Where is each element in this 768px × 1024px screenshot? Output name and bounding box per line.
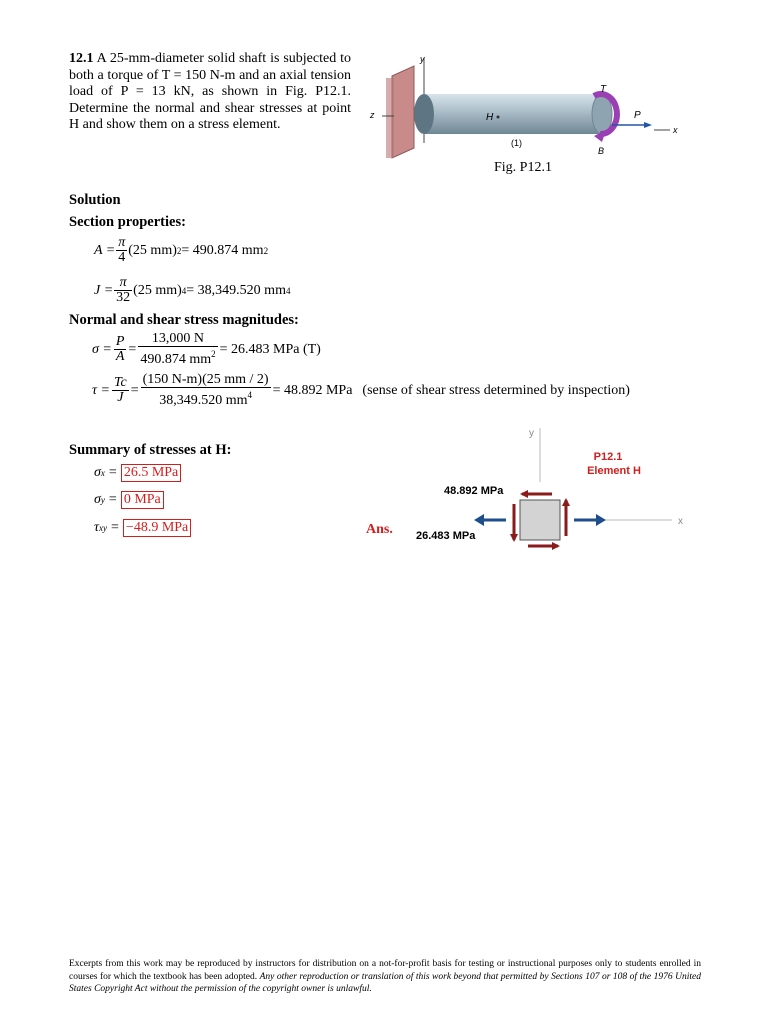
solution-title: Solution	[69, 192, 121, 208]
fig-member-label: (1)	[511, 138, 522, 148]
fig-T-label: T	[600, 84, 607, 95]
summary-sigma-y: σ y = 0 MPa	[94, 491, 164, 509]
shear-stress-equation: τ = $\frac{Tc}{J}$ = $\frac{(150 N-m)(25 mm / 2)}{38,349.520 mm^4}$ = 48.892 MPa (sense of shear stress determined by inspection)	[92, 372, 630, 408]
fig-y-label: y	[420, 54, 425, 64]
problem-number: 12.1	[69, 51, 94, 66]
fig-H-label: H	[486, 112, 494, 123]
normal-stress-equation: σ = $\frac{P}{A}$ = $\frac{13,000 N}{490.874 mm^2}$ = 26.483 MPa (T)	[92, 331, 321, 367]
shear-value-label: 48.892 MPa	[444, 485, 504, 497]
answer-label: Ans.	[366, 522, 393, 537]
figure-caption: Fig. P12.1	[494, 160, 552, 175]
fig-B-label: B	[598, 146, 605, 156]
fig-z-label: z	[370, 110, 375, 120]
element-y-label: y	[529, 428, 534, 439]
copyright-footer: Excerpts from this work may be reproduced by instructors for distribution on a not-for-profit basis for testing or instructional purposes only to students enrolled in courses for which the textbook has been adopted. Any other reproduction or translation of this work beyond that permitted by Sections 107 or 108 of the 1976 United States Copyright Act without the permission of the copyright owner is unlawful.	[69, 959, 701, 994]
area-equation: A = $\frac{\pi}{4}$ (25 mm) 2 = 490.874 mm 2	[94, 235, 269, 265]
shaft	[424, 94, 602, 134]
stress-element-figure	[410, 420, 700, 570]
summary-heading: Summary of stresses at H:	[69, 442, 232, 458]
summary-tau-xy: τ xy = −48.9 MPa	[94, 519, 191, 537]
element-x-label: x	[678, 516, 683, 527]
element-title-1: P12.1	[593, 451, 623, 463]
normal-value-label: 26.483 MPa	[416, 530, 476, 542]
section-heading: Section properties:	[69, 214, 186, 230]
summary-sigma-x: σ x = 26.5 MPa	[94, 464, 181, 482]
problem-text: A 25-mm-diameter solid shaft is subjected to both a torque of T = 150 N-m and an axial tension load of P = 13 kN, as shown in Fig. P12.1. Determine the normal and shear stresses at point H and show them on a stress element.	[69, 51, 352, 132]
stress-heading: Normal and shear stress magnitudes:	[69, 312, 299, 328]
stress-element-square	[520, 500, 560, 540]
polar-moment-equation: J = $\frac{\pi}{32}$ (25 mm) 4 = 38,349.520 mm 4	[94, 275, 291, 305]
fig-x-label: x	[673, 125, 678, 135]
element-title-2: Element H	[587, 465, 641, 477]
wall-support	[392, 66, 414, 158]
fig-P-label: P	[634, 110, 641, 121]
problem-statement	[69, 51, 351, 134]
